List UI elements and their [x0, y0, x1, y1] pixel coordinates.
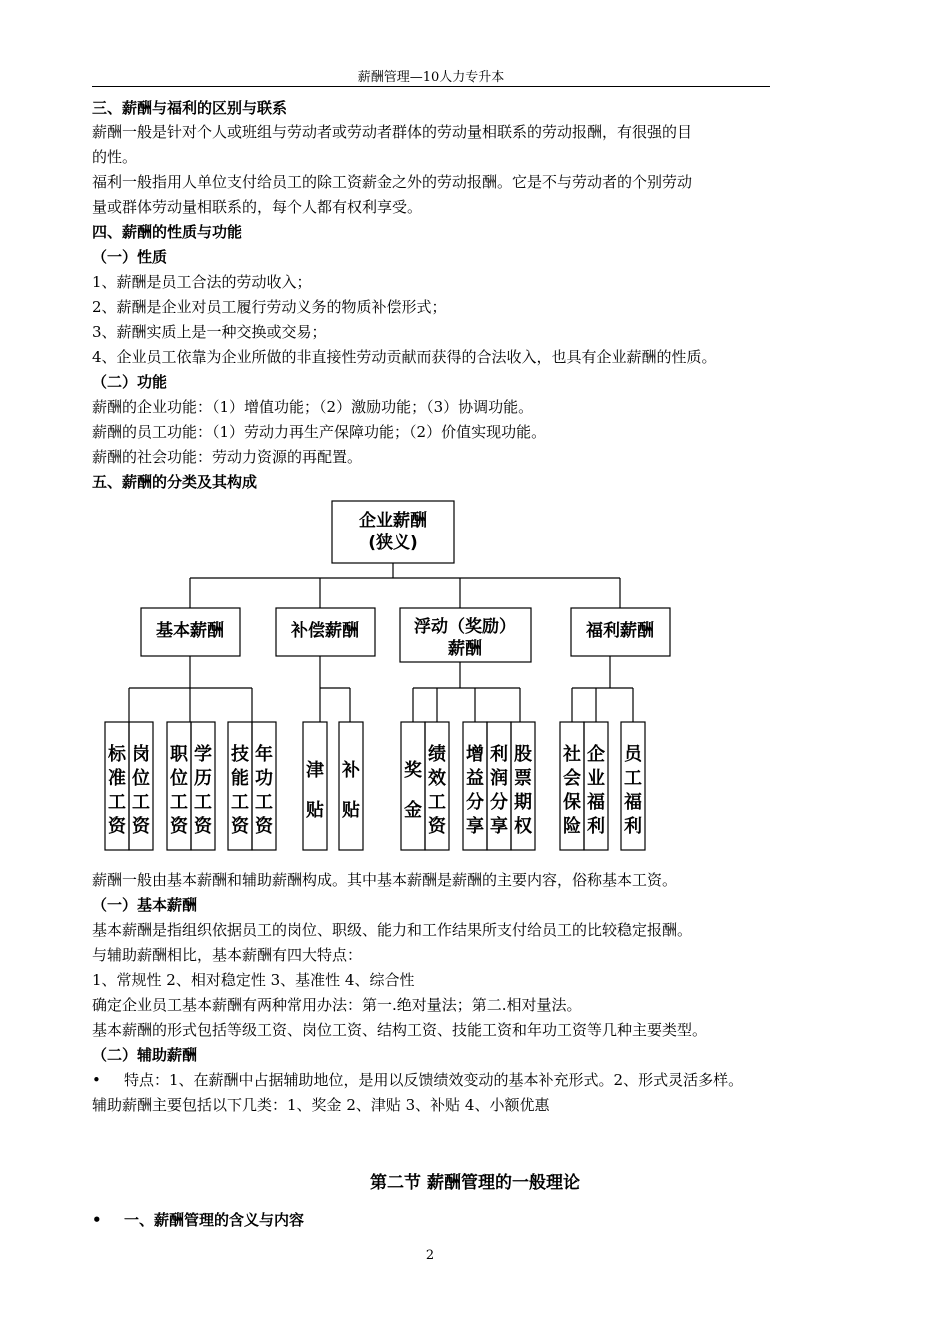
list-item: 3、薪酬实质上是一种交换或交易； [92, 323, 327, 341]
bullet-text: 一、薪酬管理的含义与内容 [124, 1211, 305, 1229]
leaf-label [587, 743, 605, 837]
leaf-label [624, 744, 644, 837]
svg-text:企: 企 [587, 744, 605, 765]
svg-text:利: 利 [490, 744, 508, 765]
list-item: 1、薪酬是员工合法的劳动收入； [92, 273, 312, 291]
paragraph-line: 薪酬的企业功能：（1）增值功能；（2）激励功能；（3）协调功能。 [92, 398, 534, 416]
root-label: 企业薪酬 [359, 511, 427, 531]
category-label: 基本薪酬 [156, 621, 224, 641]
leaf-labels [107, 743, 644, 837]
svg-text:学: 学 [194, 744, 212, 765]
svg-text:分: 分 [466, 792, 484, 813]
leaf-label [169, 744, 189, 837]
svg-text:股: 股 [514, 744, 532, 765]
leaf-label [194, 743, 213, 837]
category-label: 补偿薪酬 [291, 621, 359, 641]
svg-text:资: 资 [428, 816, 446, 837]
leaf-label [255, 743, 274, 837]
section-title: 第二节 薪酬管理的一般理论 [370, 1173, 580, 1193]
svg-text:业: 业 [587, 768, 605, 789]
leaf-label [306, 759, 325, 821]
paragraph-line: 薪酬一般由基本薪酬和辅助薪酬构成。其中基本薪酬是薪酬的主要内容，俗称基本工资。 [92, 871, 678, 889]
svg-text:资: 资 [132, 816, 150, 837]
subheading-basic-pay: （一）基本薪酬 [92, 896, 198, 914]
subheading-auxiliary-pay: （二）辅助薪酬 [92, 1046, 198, 1064]
svg-text:历: 历 [194, 768, 212, 789]
paragraph-line: 薪酬一般是针对个人或班组与劳动者或劳动者群体的劳动量相联系的劳动报酬，有很强的目 [92, 123, 693, 141]
category-sublabel: 薪酬 [448, 639, 482, 659]
svg-text:奖: 奖 [404, 760, 422, 781]
svg-text:员: 员 [624, 744, 642, 765]
svg-text:险: 险 [563, 816, 581, 837]
svg-text:能: 能 [231, 768, 249, 789]
svg-text:会: 会 [563, 768, 581, 789]
category-label: 浮动（奖励） [414, 617, 516, 637]
svg-text:工: 工 [132, 792, 150, 813]
list-item: 2、薪酬是企业对员工履行劳动义务的物质补偿形式； [92, 298, 447, 316]
svg-text:福: 福 [587, 792, 605, 813]
paragraph-line: 的性。 [92, 148, 138, 166]
svg-text:工: 工 [428, 792, 446, 813]
svg-text:津: 津 [306, 760, 324, 781]
svg-text:补: 补 [342, 760, 360, 781]
paragraph-line: 与辅助薪酬相比，基本薪酬有四大特点： [92, 946, 363, 964]
svg-text:标: 标 [108, 744, 126, 765]
svg-text:保: 保 [563, 792, 581, 813]
paragraph-line: 辅助薪酬主要包括以下几类：1、奖金 2、津贴 3、补贴 4、小额优惠 [92, 1096, 550, 1114]
heading-5: 五、薪酬的分类及其构成 [92, 473, 258, 491]
svg-text:贴: 贴 [342, 800, 360, 821]
svg-text:位: 位 [132, 768, 150, 789]
leaf-label [489, 743, 508, 837]
leaf-label [230, 743, 250, 837]
svg-text:资: 资 [108, 816, 126, 837]
svg-text:益: 益 [466, 768, 484, 789]
bullet-icon: • [92, 1071, 101, 1089]
svg-text:享: 享 [466, 816, 484, 837]
svg-text:利: 利 [587, 816, 605, 837]
bullet-item [92, 1070, 743, 1090]
paragraph-line: 1、常规性 2、相对稳定性 3、基准性 4、综合性 [92, 971, 415, 989]
svg-text:岗: 岗 [132, 744, 150, 765]
subheading-function: （二）功能 [92, 373, 168, 391]
svg-text:工: 工 [255, 792, 273, 813]
svg-text:资: 资 [231, 816, 249, 837]
svg-text:票: 票 [514, 768, 532, 789]
svg-text:期: 期 [514, 792, 532, 813]
leaf-label [514, 744, 533, 837]
svg-text:增: 增 [466, 744, 484, 765]
paragraph-line: 基本薪酬是指组织依据员工的岗位、职级、能力和工作结果所支付给员工的比较稳定报酬。 [92, 921, 693, 939]
leaf-label [341, 759, 360, 821]
bullet-item [92, 1210, 304, 1230]
leaf-label [428, 743, 447, 837]
paragraph-line: 薪酬的社会功能：劳动力资源的再配置。 [92, 448, 363, 466]
leaf-label [562, 743, 581, 837]
svg-text:福: 福 [624, 792, 642, 813]
category-label: 福利薪酬 [586, 621, 654, 641]
leaf-label [404, 759, 422, 821]
svg-text:社: 社 [563, 744, 581, 765]
bullet-text: 特点：1、在薪酬中占据辅助地位，是用以反馈绩效变动的基本补充形式。2、形式灵活多样。 [124, 1071, 744, 1089]
svg-text:工: 工 [194, 792, 212, 813]
leaf-label [466, 743, 484, 837]
svg-text:工: 工 [108, 792, 126, 813]
svg-text:分: 分 [490, 792, 508, 813]
heading-4: 四、薪酬的性质与功能 [92, 223, 243, 241]
svg-text:效: 效 [428, 768, 446, 789]
svg-text:利: 利 [624, 816, 642, 837]
svg-text:权: 权 [514, 816, 532, 837]
svg-text:资: 资 [255, 816, 273, 837]
svg-text:资: 资 [194, 816, 212, 837]
svg-text:工: 工 [624, 768, 642, 789]
subheading-nature: （一）性质 [92, 248, 168, 266]
svg-text:功: 功 [255, 768, 273, 789]
page-number: 2 [425, 1248, 435, 1263]
bullet-icon: • [92, 1211, 102, 1229]
paragraph-line: 福利一般指用人单位支付给员工的除工资薪金之外的劳动报酬。它是不与劳动者的个别劳动 [92, 173, 693, 191]
paragraph-line: 薪酬的员工功能：（1）劳动力再生产保障功能；（2）价值实现功能。 [92, 423, 547, 441]
leaf-label [107, 743, 127, 837]
svg-text:资: 资 [170, 816, 188, 837]
svg-text:润: 润 [490, 768, 508, 789]
svg-text:准: 准 [108, 768, 126, 789]
heading-3: 三、薪酬与福利的区别与联系 [92, 99, 288, 117]
paragraph-line: 确定企业员工基本薪酬有两种常用办法：第一.绝对量法；第二.相对量法。 [92, 996, 582, 1014]
paragraph-line: 基本薪酬的形式包括等级工资、岗位工资、结构工资、技能工资和年功工资等几种主要类型。 [92, 1021, 708, 1039]
list-item: 4、企业员工依靠为企业所做的非直接性劳动贡献而获得的合法收入，也具有企业薪酬的性质。 [92, 348, 717, 366]
svg-text:绩: 绩 [428, 744, 446, 765]
svg-text:年: 年 [255, 744, 273, 765]
leaf-label [131, 743, 151, 837]
svg-text:工: 工 [231, 792, 249, 813]
svg-text:职: 职 [170, 744, 188, 765]
svg-text:金: 金 [404, 800, 422, 821]
svg-text:位: 位 [170, 768, 188, 789]
root-sublabel: (狭义) [368, 533, 418, 553]
svg-text:技: 技 [231, 744, 249, 765]
page-header: 薪酬管理—10人力专升本 [357, 70, 505, 85]
svg-text:享: 享 [490, 816, 508, 837]
paragraph-line: 量或群体劳动量相联系的，每个人都有权利享受。 [92, 198, 423, 216]
svg-text:工: 工 [170, 792, 188, 813]
svg-text:贴: 贴 [306, 800, 324, 821]
